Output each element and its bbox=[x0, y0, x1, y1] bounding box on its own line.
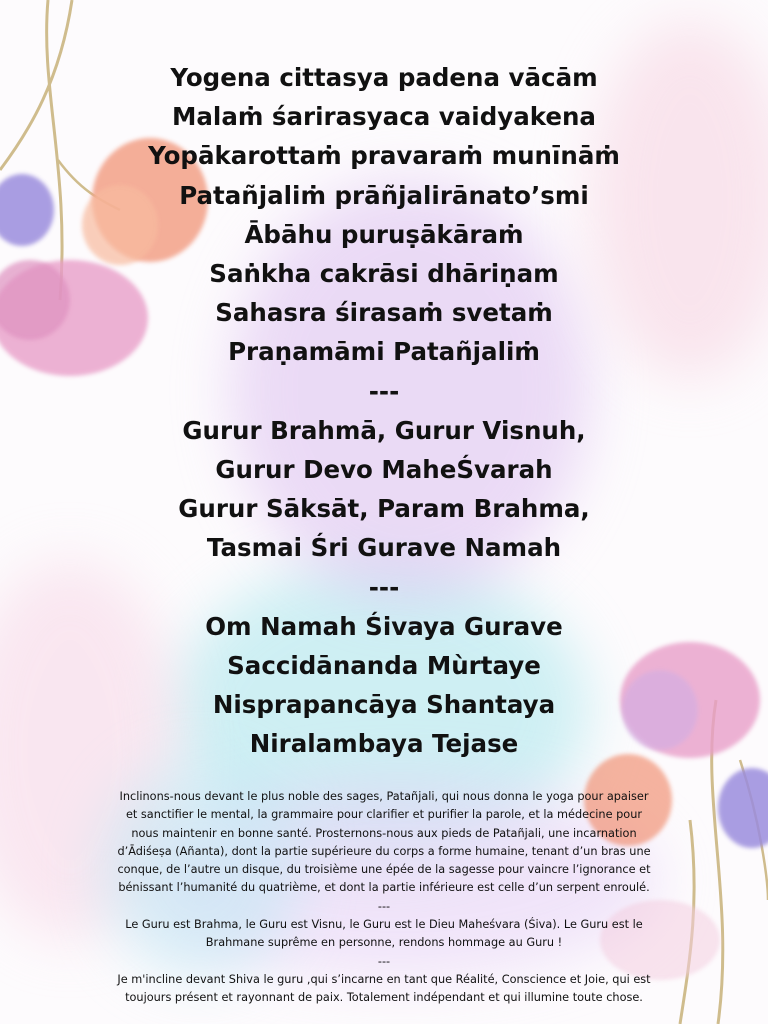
mantra-line: Nisprapancāya Shantaya bbox=[212, 690, 556, 720]
translation-separator: --- bbox=[377, 954, 391, 968]
verse-separator: --- bbox=[368, 572, 400, 602]
mantra-line: Yopākarottaṁ pravaraṁ munīnāṁ bbox=[148, 141, 620, 171]
translation-line: toujours présent et rayonnant de paix. Totalement indépendant et qui illumine toute chose. bbox=[125, 991, 643, 1005]
mantra-line: Yogena cittasya padena vācām bbox=[170, 63, 598, 92]
translation-line: Le Guru est Brahma, le Guru est Visnu, le Guru est le Dieu Maheśvara (Śiva). Le Guru est le bbox=[125, 918, 643, 932]
mantra-line: Saccidānanda Mùrtaye bbox=[227, 651, 541, 681]
verse-separator: --- bbox=[368, 376, 400, 406]
translation-line: bénissant l’humanité du quatrième, et dont la partie inférieure est celle d’un serpent enroulé. bbox=[118, 881, 650, 895]
mantra-line: Gurur Sāksāt, Param Brahma, bbox=[178, 494, 590, 524]
translation-line: Brahmane suprême en personne, rendons hommage au Guru ! bbox=[205, 936, 563, 950]
mantra-line: Tasmai Śri Gurave Namah bbox=[206, 533, 562, 563]
translation-line: conque, de l’autre un disque, du troisième une épée de la sagesse pour vaincre l’ignorance et bbox=[117, 863, 651, 877]
mantra-line: Praṇamāmi Patañjaliṁ bbox=[228, 337, 540, 367]
mantra-line: Niralambaya Tejase bbox=[249, 729, 519, 759]
translation-separator: --- bbox=[377, 899, 391, 913]
mantra-line: Saṅkha cakrāsi dhāriṇam bbox=[209, 259, 559, 289]
mantra-line: Ābāhu puruṣākāraṁ bbox=[244, 219, 524, 249]
translation-line: Inclinons-nous devant le plus noble des sages, Patañjali, qui nous donna le yoga pour apaiser bbox=[119, 790, 649, 803]
mantra-line: Gurur Brahmā, Gurur Visnuh, bbox=[182, 415, 586, 445]
translation-line: d’Ādiśeṣa (Añanta), dont la partie supérieure du corps a forme humaine, tenant d’un bras une bbox=[117, 844, 651, 858]
mantra-verses bbox=[0, 58, 768, 764]
mantra-line: Gurur Devo MaheŚvarah bbox=[215, 455, 553, 485]
mantra-line: Malaṁ śarirasyaca vaidyakena bbox=[172, 102, 596, 132]
mantra-line: Sahasra śirasaṁ svetaṁ bbox=[215, 298, 553, 328]
mantra-line: Patañjaliṁ prāñjalirānato’smi bbox=[179, 180, 589, 210]
mantra-line: Om Namah Śivaya Gurave bbox=[205, 611, 563, 641]
french-translation bbox=[92, 788, 676, 1008]
translation-line: Je m'incline devant Shiva le guru ,qui s’incarne en tant que Réalité, Conscience et Joie, qui est bbox=[117, 972, 651, 986]
translation-line: et sanctifier le mental, la grammaire pour clarifier et purifier la parole, et la médecine pour bbox=[125, 808, 643, 822]
translation-line: nous maintenir en bonne santé. Prosternons-nous aux pieds de Patañjali, une incarnation bbox=[131, 826, 637, 840]
